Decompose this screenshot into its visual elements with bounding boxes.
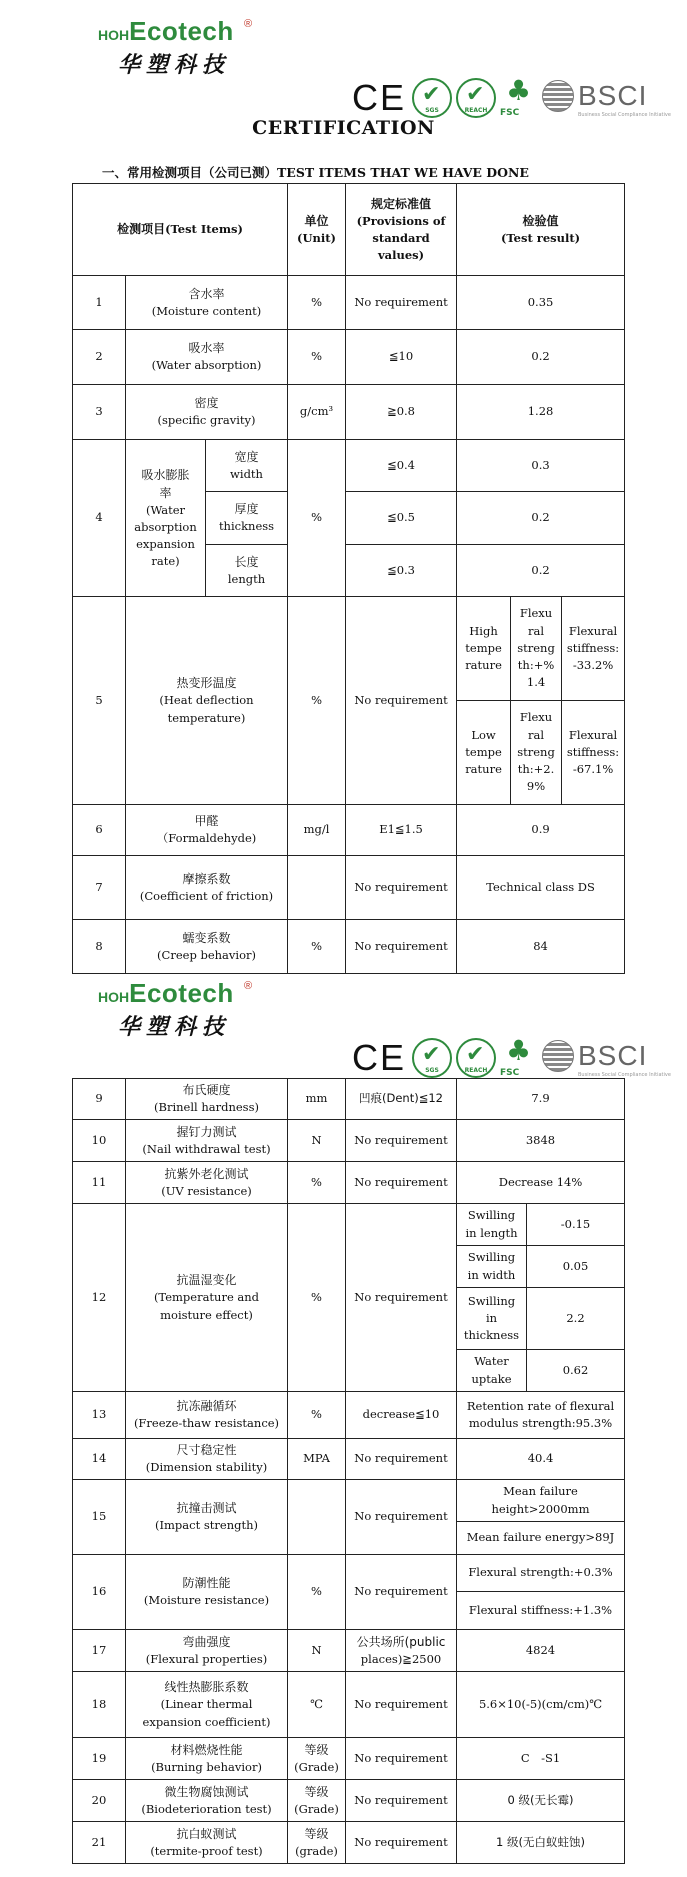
result-cell: Flexu ral streng th:+2. 9% — [511, 701, 562, 805]
test-item: 握钉力测试 (Nail withdrawal test) — [126, 1120, 288, 1162]
row-number: 5 — [73, 597, 126, 805]
table-row — [73, 597, 625, 701]
sgs-seal-icon: ✔ SGS — [412, 1038, 452, 1078]
unit-cell: g/cm³ — [288, 385, 346, 440]
row-number: 6 — [73, 805, 126, 856]
table-row — [73, 276, 625, 330]
row-number: 2 — [73, 330, 126, 385]
test-item: 线性热膨胀系数 (Linear thermal expansion coefficient) — [126, 1672, 288, 1738]
table-row: 18 线性热膨胀系数 (Linear thermal expansion coefficient) ℃ No requirement 5.6×10(-5)(cm/cm)℃ — [73, 1672, 625, 1738]
sgs-seal-icon: ✔ SGS — [412, 78, 452, 118]
page-title: CERTIFICATION — [252, 117, 435, 139]
result-cell: 0.2 — [457, 492, 625, 545]
header-standard: 规定标准值 (Provisions of standard values) — [346, 184, 457, 276]
table-row — [73, 920, 625, 974]
test-item: 摩擦系数 (Coefficient of friction) — [126, 856, 288, 920]
test-items-table-2 — [72, 1078, 625, 1864]
logo-brand: Ecotech — [129, 16, 234, 46]
ce-mark-icon: CE — [352, 77, 407, 118]
result-cell: 0.9 — [457, 805, 625, 856]
company-logo — [98, 18, 268, 80]
test-item: 密度 (specific gravity) — [126, 385, 288, 440]
table-row: 14 尺寸稳定性 (Dimension stability) MPA No requirement 40.4 — [73, 1439, 625, 1480]
result-cell: 0.2 — [457, 330, 625, 385]
test-item: 含水率 (Moisture content) — [126, 276, 288, 330]
standard-cell: ≧0.8 — [346, 385, 457, 440]
bsci-logo-icon: BSCI Business Social Compliance Initiative — [542, 80, 642, 120]
table-row: 19 材料燃烧性能 (Burning behavior) 等级 (Grade) No requirement C -S1 — [73, 1738, 625, 1780]
result-cell: Flexu ral streng th:+% 1.4 — [511, 597, 562, 701]
table-row: 16 防潮性能 (Moisture resistance) % No requirement Flexural strength:+0.3% — [73, 1555, 625, 1592]
table-row: 9 布氏硬度 (Brinell hardness) mm 凹痕(Dent)≦12 7.9 — [73, 1079, 625, 1120]
table-row: 12 抗温湿变化 (Temperature and moisture effect) % No requirement Swilling in length -0.15 — [73, 1204, 625, 1246]
unit-cell: % — [288, 920, 346, 974]
table-row: 15 抗撞击测试 (Impact strength) No requirement Mean failure height>2000mm — [73, 1480, 625, 1522]
table-row: Swilling in width 0.05 — [73, 1246, 625, 1288]
reach-seal-icon: ✔ REACH — [456, 1038, 496, 1078]
test-item: 吸水膨胀 率 (Water absorption expansion rate) — [126, 440, 206, 597]
test-item: 布氏硬度 (Brinell hardness) — [126, 1079, 288, 1120]
test-item: 抗冻融循环 (Freeze-thaw resistance) — [126, 1392, 288, 1439]
standard-cell: No requirement — [346, 856, 457, 920]
unit-cell: % — [288, 597, 346, 805]
certification-marks — [352, 1034, 671, 1080]
fsc-logo-icon: ♣ FSC — [500, 74, 532, 118]
company-logo: HOHEcotech ® 华塑科技 — [98, 978, 253, 1040]
table-row: Water uptake 0.62 — [73, 1350, 625, 1392]
test-item: 抗紫外老化测试 (UV resistance) — [126, 1162, 288, 1204]
row-number: 8 — [73, 920, 126, 974]
result-cell: Technical class DS — [457, 856, 625, 920]
table-row: 11 抗紫外老化测试 (UV resistance) % No requirement Decrease 14% — [73, 1162, 625, 1204]
table-row: 20 微生物腐蚀测试 (Biodeterioration test) 等级 (Grade) No requirement 0 级(无长霉) — [73, 1780, 625, 1822]
table-row: 17 弯曲强度 (Flexural properties) N 公共场所(public places)≧2500 4824 — [73, 1630, 625, 1672]
table-row: 10 握钉力测试 (Nail withdrawal test) N No requirement 3848 — [73, 1120, 625, 1162]
table-row: Mean failure energy>89J — [73, 1522, 625, 1555]
result-cell: Flexural stiffness: -67.1% — [562, 701, 625, 805]
test-item: 防潮性能 (Moisture resistance) — [126, 1555, 288, 1630]
table-row — [73, 805, 625, 856]
standard-cell: E1≦1.5 — [346, 805, 457, 856]
test-item: 蠕变系数 (Creep behavior) — [126, 920, 288, 974]
logo-chinese-name: 华塑科技 — [118, 52, 231, 78]
standard-cell: ≦0.4 — [346, 440, 457, 492]
row-number: 4 — [73, 440, 126, 597]
result-cell: 1.28 — [457, 385, 625, 440]
certification-marks — [352, 74, 671, 120]
bsci-logo-icon: BSCI Business Social Compliance Initiative — [542, 1040, 642, 1080]
test-item: 抗温湿变化 (Temperature and moisture effect) — [126, 1204, 288, 1392]
test-item: 抗撞击测试 (Impact strength) — [126, 1480, 288, 1555]
unit-cell: mg/l — [288, 805, 346, 856]
logo-prefix: HOH — [98, 27, 130, 43]
header-unit: 单位 (Unit) — [288, 184, 346, 276]
header-test-items: 检测项目(Test Items) — [73, 184, 288, 276]
sub-item: Low tempe rature — [457, 701, 511, 805]
test-item: 吸水率 (Water absorption) — [126, 330, 288, 385]
result-cell: 0.3 — [457, 440, 625, 492]
result-cell: 84 — [457, 920, 625, 974]
unit-cell: % — [288, 440, 346, 597]
reach-seal-icon: ✔ REACH — [456, 78, 496, 118]
unit-cell — [288, 856, 346, 920]
standard-cell: No requirement — [346, 597, 457, 805]
standard-cell: No requirement — [346, 276, 457, 330]
test-items-table-1 — [72, 183, 625, 974]
table-row: 21 抗白蚁测试 (termite-proof test) 等级 (grade) No requirement 1 级(无白蚁蛀蚀) — [73, 1822, 625, 1864]
test-item: 热变形温度 (Heat deflection temperature) — [126, 597, 288, 805]
row-number: 1 — [73, 276, 126, 330]
unit-cell: % — [288, 330, 346, 385]
table-row: Swilling in thickness 2.2 — [73, 1288, 625, 1350]
fsc-logo-icon: ♣ FSC — [500, 1034, 532, 1078]
logo-registered-mark: ® — [244, 18, 253, 30]
table-row: 13 抗冻融循环 (Freeze-thaw resistance) % decrease≦10 Retention rate of flexural modulus strength:95.3% — [73, 1392, 625, 1439]
test-item: 甲醛 （Formaldehyde) — [126, 805, 288, 856]
sub-item: 厚度 thickness — [206, 492, 288, 545]
table-header-row — [73, 184, 625, 276]
result-cell: 0.35 — [457, 276, 625, 330]
test-item: 尺寸稳定性 (Dimension stability) — [126, 1439, 288, 1480]
standard-cell: No requirement — [346, 920, 457, 974]
ce-mark-icon: CE — [352, 1037, 407, 1078]
unit-cell: % — [288, 276, 346, 330]
standard-cell: ≦0.3 — [346, 545, 457, 597]
test-item: 抗白蚁测试 (termite-proof test) — [126, 1822, 288, 1864]
table-row — [73, 330, 625, 385]
table-row: Flexural stiffness:+1.3% — [73, 1592, 625, 1630]
section-heading: 一、常用检测项目（公司已测）TEST ITEMS THAT WE HAVE DONE — [102, 165, 529, 180]
sub-item: 长度 length — [206, 545, 288, 597]
table-row — [73, 856, 625, 920]
test-item: 材料燃烧性能 (Burning behavior) — [126, 1738, 288, 1780]
table-row — [73, 440, 625, 492]
table-row — [73, 385, 625, 440]
standard-cell: ≦10 — [346, 330, 457, 385]
row-number: 7 — [73, 856, 126, 920]
result-cell: 0.2 — [457, 545, 625, 597]
standard-cell: ≦0.5 — [346, 492, 457, 545]
sub-item: 宽度 width — [206, 440, 288, 492]
test-item: 微生物腐蚀测试 (Biodeterioration test) — [126, 1780, 288, 1822]
sub-item: High tempe rature — [457, 597, 511, 701]
result-cell: Flexural stiffness: -33.2% — [562, 597, 625, 701]
header-result: 检验值 (Test result) — [457, 184, 625, 276]
test-item: 弯曲强度 (Flexural properties) — [126, 1630, 288, 1672]
row-number: 3 — [73, 385, 126, 440]
